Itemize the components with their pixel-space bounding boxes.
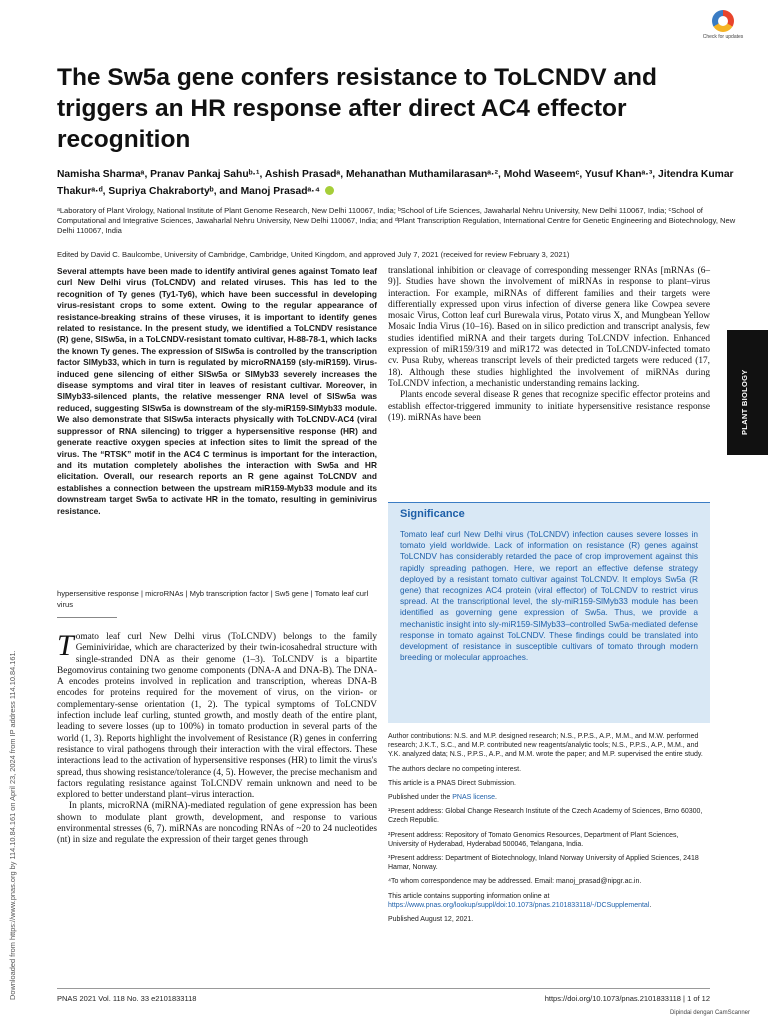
authors-text: Namisha Sharmaᵃ, Pranav Pankaj Sahuᵇ·¹, Ashish Prasadᵃ, Mehanathan Muthamilarasanᵃ·², Mohd Waseemᶜ, Yusuf Khanᵃ·³, Jitendra Kumar Thakurᵃ·ᵈ, Supriya Chakrabortyᵇ, and Manoj Prasadᵃ·⁴	[57, 169, 734, 197]
keywords-divider	[57, 617, 117, 618]
supporting-info-link[interactable]: https://www.pnas.org/lookup/suppl/doi:10.1073/pnas.2101833118/-/DCSupplemental	[388, 901, 650, 909]
footer-separator: |	[683, 994, 688, 1003]
check-for-updates-badge[interactable]	[702, 10, 744, 58]
footer-divider	[57, 988, 710, 989]
license-note: Published under the PNAS license.	[388, 794, 497, 802]
competing-interest: The authors declare no competing interest.	[388, 765, 522, 773]
check-updates-icon	[712, 10, 734, 32]
right-paragraph-1: translational inhibition or cleavage of corresponding messenger RNAs [mRNAs (6–9)]. Studies have shown the involvement of miRNAs in response to plant–virus interaction. For example, miRNAs of different families and their targets were differentially expressed upon virus infection of diverse genera like Cowpea severe mosaic Virus, Cotton leaf curl Burewala virus, Potato virus X, and Mungbean Yellow Mosaic India Virus (10–16). Based on in silico prediction and transcript analysis, few studies identified miRNA and their targets during ToLCNDV infection. Enhanced expression of miR159/319 and miR172 was detected in ToLCNDV-infected tomato cv. Pusa Ruby, whereas transcript levels of their predicted targets were reduced (17, 18). Although these studies highlighted the involvement of miRNAs during ToLCNDV infection, a mechanistic understanding remains lacking.	[388, 266, 710, 389]
supporting-info: This article contains supporting information online at https://www.pnas.org/lookup/suppl/doi:10.1073/pnas.2101833118/-/DCSupplemental.	[388, 892, 652, 909]
intro-paragraph-1: omato leaf curl New Delhi virus (ToLCNDV) belongs to the family Geminiviridae, which are characterized by their twin-icosahedral structure with single-stranded DNA as their genome (1–3). ToLCNDV is a bipartite Begomovirus containing two genome components (DNA-A and DNA-B). The DNA-A encodes proteins involved in replication and transcription, whereas DNA-B encodes for proteins required for the movement of virus, on the virion- or complementary-sense orientation (1, 2). The typical symptoms of ToLCNDV infection include leaf curling, stunted growth, and mostly death of the entire plant, leading to severe losses (up to 100%) in tomato production in several parts of the world (1, 3). Reports highlight the involvement of Resistance (R) genes in conferring resistance to viral pathogens through their interaction with the viral effectors. These interactions lead to the activation of hypersensitive responses (HR) to limit the virus's spread, thus showing resistance/tolerance (4, 5). However, the precise mechanism and factors regulating resistance against ToLCNDV remain unknown and need to be explored to better understand plant–virus interaction.	[57, 632, 377, 801]
published-date: Published August 12, 2021.	[388, 916, 474, 924]
footer-doi-page	[488, 994, 710, 1003]
intro-paragraph-2: In plants, microRNA (miRNA)-mediated regulation of gene expression has been shown to modulate plant growth, development, and response to various environmental stresses (6, 7). miRNAs are noncoding RNAs of ~20 to 24 nucleotides (nt) in size and regulate the expression of their target genes through	[57, 801, 377, 846]
scanner-watermark: Dipindai dengan CamScanner	[669, 1010, 750, 1016]
significance-title: Significance	[400, 508, 465, 520]
footer-journal-info: PNAS 2021 Vol. 118 No. 33 e2101833118	[57, 994, 197, 1003]
check-updates-label: Check for updates	[702, 34, 744, 40]
direct-submission: This article is a PNAS Direct Submission.	[388, 779, 516, 787]
present-address-2: ²Present address: Repository of Tomato Genomics Resources, Department of Plant Sciences, University of Hyderabad, Hyderabad 500046, Telangana, India.	[388, 831, 679, 848]
footer-doi-link[interactable]: https://doi.org/10.1073/pnas.2101833118	[544, 994, 681, 1003]
author-contributions: Author contributions: N.S. and M.P. designed research; N.S., P.P.S., A.P., M.M., and M.W. performed research; J.K.T., S.C., and M.P. contributed new reagents/analytic tools; N.S., P.P.S., A.P., M.M., and Y.K. analyzed data; N.S., P.P.S., A.P., and M.M. wrote the paper; and M.P. supervised the entire study.	[388, 733, 703, 759]
article-notes	[388, 732, 710, 929]
article-title: The Sw5a gene confers resistance to ToLCNDV and triggers an HR response after direct AC4 effector recognition	[57, 64, 657, 153]
intro-right-column	[388, 266, 710, 424]
section-tab	[727, 330, 768, 455]
drop-cap: T	[57, 629, 74, 662]
affiliations: ᵃLaboratory of Plant Virology, National Institute of Plant Genome Research, New Delhi 110067, India; ᵇSchool of Life Sciences, Jawaharlal Nehru University, New Delhi 110067, India; ᶜSchool of Computational and Integrative Sciences, Jawaharlal Nehru University, New Delhi 110067, India; and ᵈPlant Transcription Regulation, International Centre for Genetic Engineering and Biotechnology, New Delhi 110067, India	[57, 206, 736, 235]
download-watermark: Downloaded from https://www.pnas.org by 114.10.84.161 on April 23, 2024 from IP address 114.10.84.161.	[8, 650, 17, 1000]
orcid-icon[interactable]	[325, 186, 334, 195]
present-address-3: ³Present address: Department of Biotechnology, Inland Norway University of Applied Sciences, 2418 Hamar, Norway.	[388, 855, 699, 872]
correspondence: ⁴To whom correspondence may be addressed. Email: manoj_prasad@nipgr.ac.in.	[388, 878, 642, 886]
author-list	[57, 166, 737, 200]
license-link[interactable]: PNAS license	[452, 794, 496, 802]
edited-by: Edited by David C. Baulcombe, University of Cambridge, Cambridge, United Kingdom, and approved July 7, 2021 (received for review February 3, 2021)	[57, 250, 570, 259]
footer-page-number: 1 of 12	[687, 994, 710, 1003]
right-paragraph-2: Plants encode several disease R genes that recognize specific effector proteins and establish effector-triggered immunity to initiate hypersensitive resistance response (19). miRNAs have been	[388, 390, 710, 423]
abstract: Several attempts have been made to identify antiviral genes against Tomato leaf curl New Delhi virus (ToLCNDV) and related viruses. This has led to the recognition of Ty genes (Ty1-Ty6), which have been successful in developing virus-resistant crops to some extent. Owing to the regular appearance of resistance-breaking strains of these viruses, it is important to identify genes related to resistance. In the present study, we identified a ToLCNDV resistance (R) gene, SlSw5a, in a ToLCNDV-resistant tomato cultivar, H-88-78-1, which lacks the known Ty genes. The expression of SlSw5a is controlled by the transcription factor SlMyb33, which in turn is regulated by microRNA159 (sly-miR159). Virus-induced gene silencing of either SlSw5a or SlMyb33 severely increases the disease symptoms and viral titer in leaves of resistant cultivar. Moreover, in SlMyb33-silenced plants, the relative messenger RNA level of SlSw5a was reduced, suggesting SlSw5a is downstream of the sly-miR159-SlMyb33 module. We also demonstrate that SlSw5a interacts physically with ToLCNDV-AC4 (viral suppressor of RNA silencing) to trigger a hypersensitive response (HR) and generate reactive oxygen species at infection sites to limit the spread of the virus. The “RTSK” motif in the AC4 C terminus is important for the interaction, and its mutation completely abolishes the interaction with Sw5a and HR elicitation. Overall, our research reports an R gene against ToLCNDV and establishes a connection between the upstream miR159-Myb33 module and its downstream target Sw5a to activate HR in the tomato, resulting in geminivirus resistance.	[57, 266, 377, 516]
significance-text: Tomato leaf curl New Delhi virus (ToLCNDV) infection causes severe losses in tomato yield worldwide. Lack of information on resistance (R) genes against ToLCNDV has considerably retarded the pace of crop improvement against this rapidly spreading pathogen. Here, we report an effective defense strategy deployed by a resistant tomato cultivar against ToLCNDV. It employs Sw5a (R gene) that recognizes AC4 protein (viral effector) of ToLCNDV to restrict virus spread. At the transcriptional level, the sly-miR159-SlMyb33 module has been identified as governing gene expression of Sw5a. Thus, we provide a mechanistic insight into sly-miR159-SlMyb33–controlled Sw5a-mediated defense response in tomato against ToLCNDV. These findings could be translated into development of resistance in susceptible cultivars of tomato through modern breeding or molecular approaches.	[400, 529, 698, 663]
present-address-1: ¹Present address: Global Change Research Institute of the Czech Academy of Sciences, Brno 60300, Czech Republic.	[388, 808, 703, 825]
keywords: hypersensitive response | microRNAs | Myb transcription factor | Sw5 gene | Tomato leaf curl virus	[57, 589, 369, 609]
section-tab-label: PLANT BIOLOGY	[740, 369, 749, 435]
intro-left-column	[57, 629, 377, 847]
